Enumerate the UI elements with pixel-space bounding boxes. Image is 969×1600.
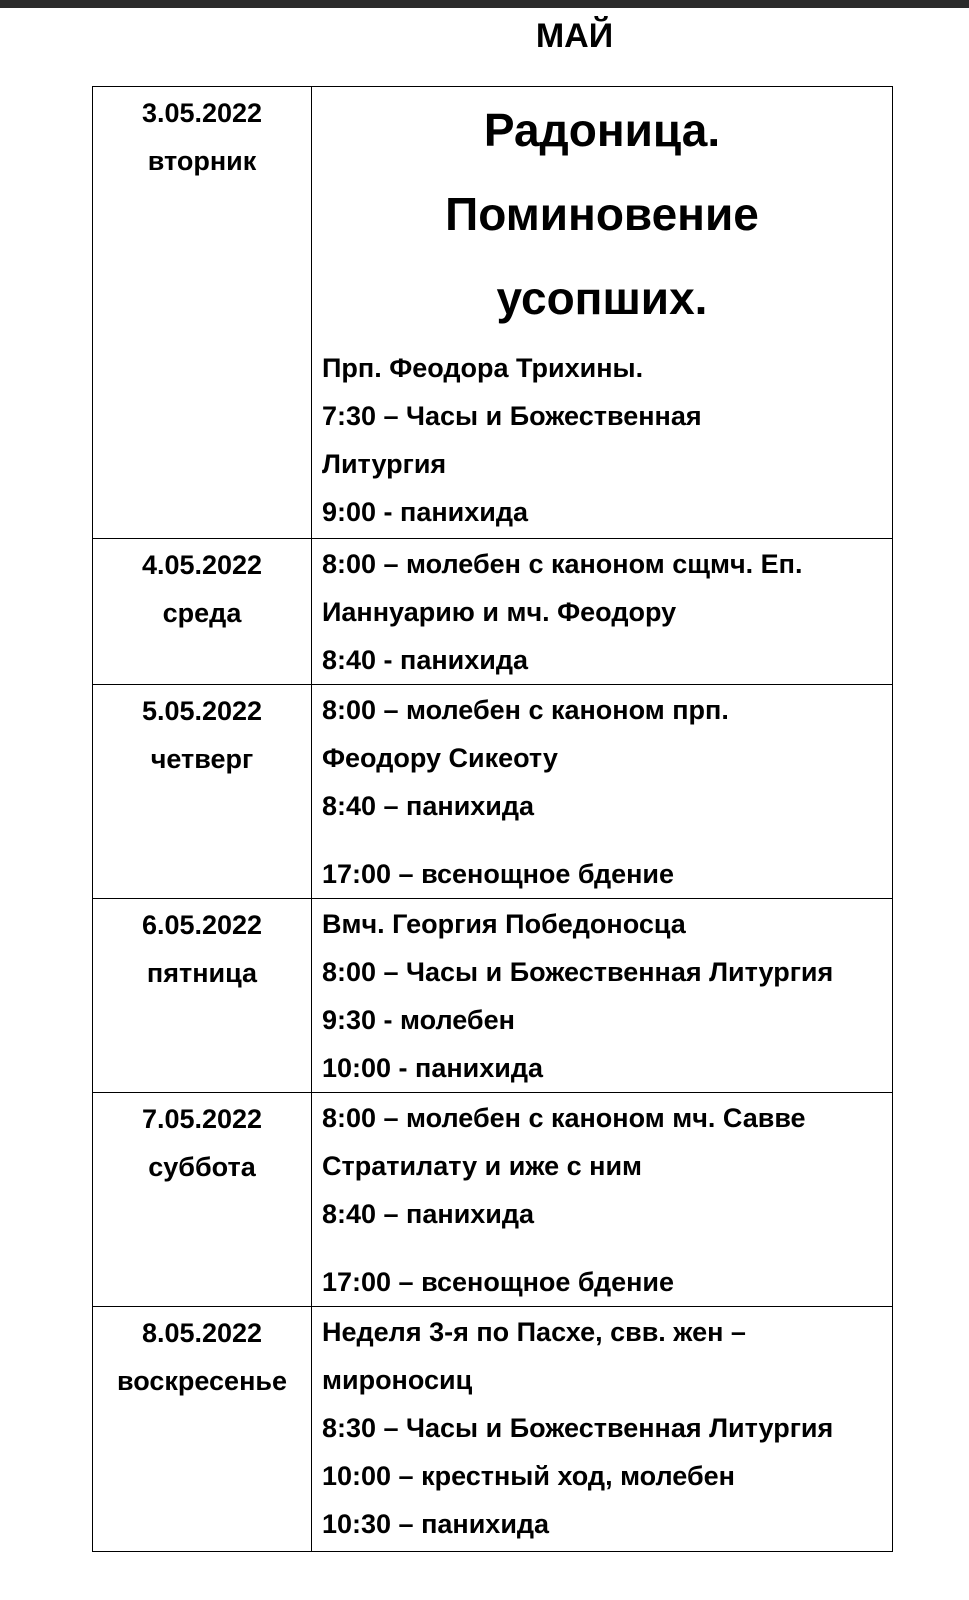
headline-line: Радоница. [483, 104, 721, 156]
date-cell [93, 1307, 312, 1552]
events-cell [312, 1307, 893, 1552]
line-gap [322, 1238, 892, 1258]
table-row [93, 1093, 893, 1307]
event-line: 8:40 – панихида [322, 1199, 535, 1229]
headline [322, 88, 892, 340]
date: 6.05.2022 [141, 910, 263, 940]
event-line: Прп. Феодора Трихины. [322, 353, 644, 383]
date: 4.05.2022 [141, 550, 263, 580]
event-line: Неделя 3-я по Пасхе, свв. жен – [322, 1317, 746, 1347]
weekday: среда [162, 598, 242, 628]
table-row [93, 685, 893, 899]
weekday: пятница [146, 958, 258, 988]
event-line: 7:30 – Часы и Божественная [322, 401, 702, 431]
event-line: 8:00 – молебен с каноном мч. Савве [322, 1103, 806, 1133]
date-cell [93, 87, 312, 539]
event-line: 9:00 - панихида [322, 497, 529, 527]
event-line: 10:30 – панихида [322, 1509, 550, 1539]
date: 7.05.2022 [141, 1104, 263, 1134]
event-line: Стратилату и иже с ним [322, 1151, 643, 1181]
headline-line: усопших. [496, 272, 708, 324]
schedule-table [92, 86, 893, 1552]
date: 8.05.2022 [141, 1318, 263, 1348]
date-cell [93, 1093, 312, 1307]
event-line: 10:00 - панихида [322, 1053, 544, 1083]
events-cell [312, 899, 893, 1093]
events-cell [312, 539, 893, 685]
events-cell [312, 1093, 893, 1307]
event-line: 8:00 – молебен с каноном сщмч. Еп. [322, 549, 803, 579]
date-cell [93, 899, 312, 1093]
table-row [93, 87, 893, 539]
event-line: 10:00 – крестный ход, молебен [322, 1461, 735, 1491]
page-title: МАЙ [535, 17, 614, 55]
events-cell [312, 87, 893, 539]
event-line: 17:00 – всенощное бдение [322, 859, 675, 889]
event-line: 8:30 – Часы и Божественная Литургия [322, 1413, 834, 1443]
event-line: 8:40 – панихида [322, 791, 535, 821]
table-row [93, 1307, 893, 1552]
event-line: Литургия [322, 449, 447, 479]
event-line: 17:00 – всенощное бдение [322, 1267, 675, 1297]
event-line: Феодору Сикеоту [322, 743, 558, 773]
top-bar [0, 0, 969, 8]
event-line: Вмч. Георгия Победоносца [322, 909, 686, 939]
event-line: 8:40 - панихида [322, 645, 529, 675]
date-cell [93, 685, 312, 899]
headline-line: Поминовение [445, 188, 759, 240]
table-row [93, 899, 893, 1093]
weekday: четверг [150, 744, 254, 774]
table-row [93, 539, 893, 685]
date-cell [93, 539, 312, 685]
weekday: суббота [148, 1152, 256, 1182]
event-line: Ианнуарию и мч. Феодору [322, 597, 677, 627]
events-cell [312, 685, 893, 899]
date: 3.05.2022 [141, 98, 263, 128]
event-line: 9:30 - молебен [322, 1005, 515, 1035]
weekday: вторник [147, 146, 257, 176]
event-line: 8:00 – молебен с каноном прп. [322, 695, 729, 725]
weekday: воскресенье [116, 1366, 287, 1396]
date: 5.05.2022 [141, 696, 263, 726]
event-line: мироносиц [322, 1365, 473, 1395]
event-line: 8:00 – Часы и Божественная Литургия [322, 957, 834, 987]
line-gap [322, 830, 892, 850]
